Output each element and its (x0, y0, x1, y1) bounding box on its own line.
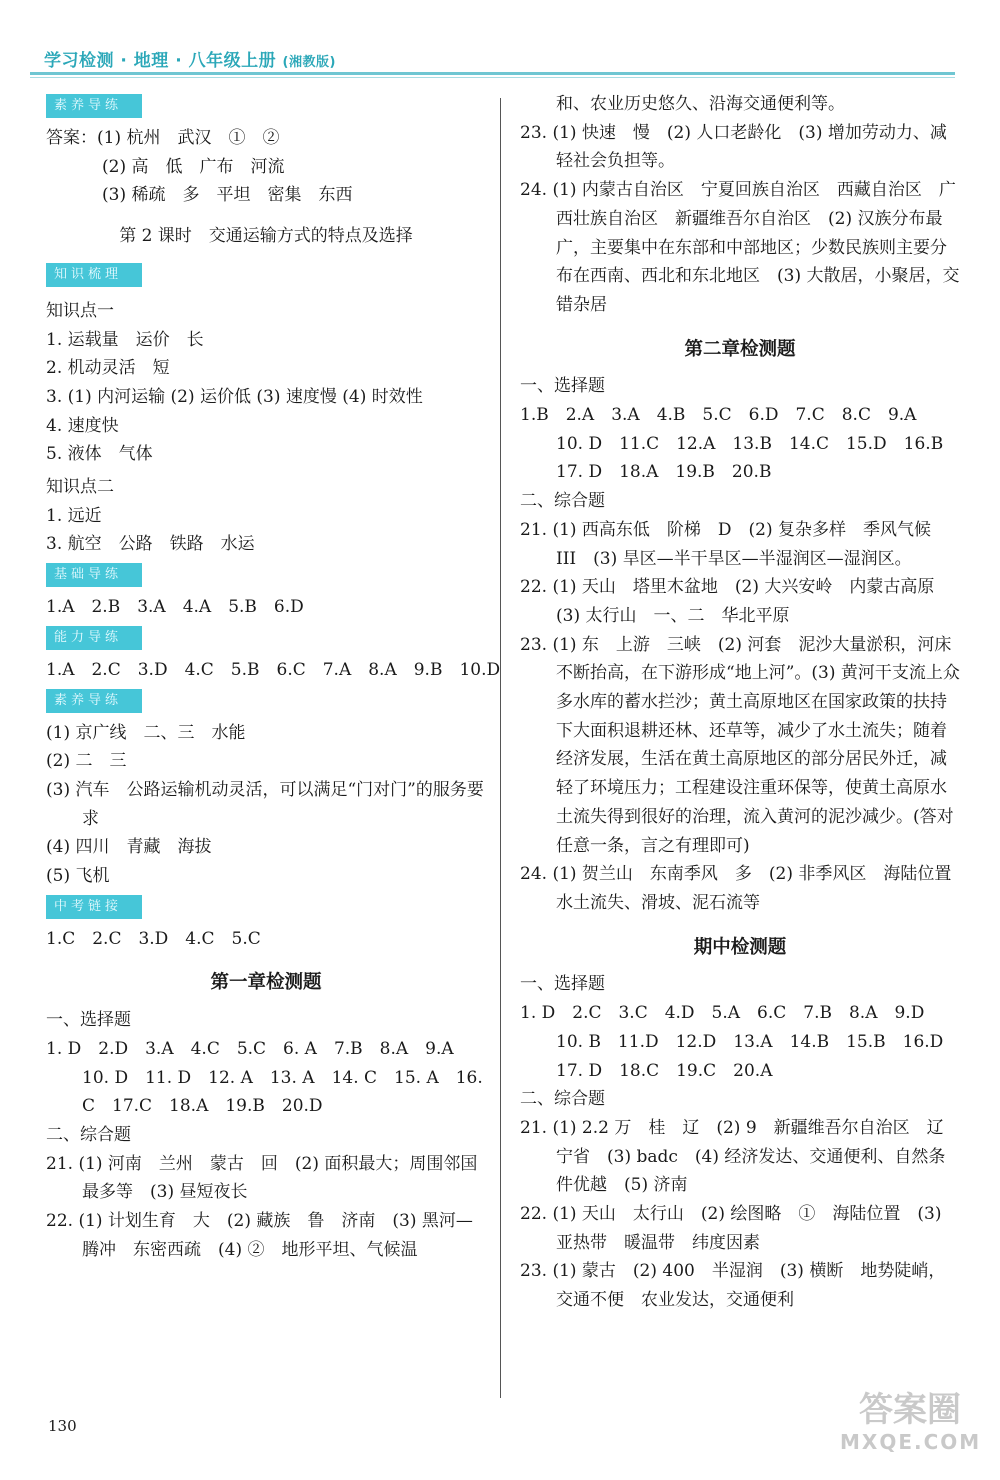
section-tag: 中考链接 (46, 895, 142, 919)
answer-line: 24. (1) 贺兰山 东南季风 多 (2) 非季风区 海陆位置 水土流失、滑坡、泥石流等 (520, 864, 969, 913)
answer-line: 23. (1) 快速 慢 (2) 人口老龄化 (3) 增加劳动力、减轻社会负担等。 (520, 122, 947, 172)
section-tag-row (46, 90, 486, 124)
answer-line: 1.B 2.A 3.A 4.B 5.C 6.D 7.C 8.C 9.A 10. D 11.C 12.A 13.B 14.C 15.D 16.B 17. D 18.A 19.B 20.B (520, 405, 961, 483)
answer-line: 答案：(1) 杭州 武汉 ① ② (46, 128, 280, 148)
book-title: 学习检测 · 地理 · 八年级上册 (湘教版) (44, 51, 336, 71)
section-tag-row (46, 622, 486, 656)
header-rule (30, 72, 955, 75)
section-heading: 一、选择题 (46, 1010, 131, 1031)
section-tag: 素养导练 (46, 94, 142, 118)
page-header (30, 42, 955, 76)
column-divider (500, 98, 501, 1398)
answer-line: 24. (1) 内蒙古自治区 宁夏回族自治区 西藏自治区 广西壮族自治区 新疆维吾尔自治区 (2) 汉族分布最广，主要集中在东部和中部地区；少数民族则主要分布在西南、西北和东北地区 (3) 大散居，小聚居，交错杂居 (520, 180, 960, 315)
answer-line: 22. (1) 天山 太行山 (2) 绘图略 ① 海陆位置 (3) 亚热带 暖温带 纬度因素 (520, 1204, 942, 1253)
section-tag: 知识梳理 (46, 263, 142, 287)
answer-line: (1) 京广线 二、三 水能 (46, 722, 246, 743)
section-tag-row (46, 891, 486, 925)
section-heading: 一、选择题 (520, 974, 605, 995)
section-tag-row (46, 685, 486, 719)
answer-line: 21. (1) 河南 兰州 蒙古 回 (2) 面积最大；周围邻国最多等 (3) 昼短夜长 (46, 1153, 478, 1203)
answer-line: 1. D 2.C 3.C 4.D 5.A 6.C 7.B 8.A 9.D 10. B 11.D 12.D 13.A 14.B 15.B 16.D 17. D 18.C 19.C 20.A (520, 1003, 961, 1081)
answer-line: 1. 运载量 运价 长 (46, 329, 204, 350)
watermark-logo (840, 1390, 980, 1470)
chapter-heading: 期中检测题 (693, 936, 787, 958)
answer-line: 3. 航空 公路 铁路 水运 (46, 534, 255, 555)
right-column (520, 90, 969, 1315)
section-heading: 二、综合题 (520, 1089, 605, 1110)
answer-line: 1. 远近 (46, 505, 102, 526)
knowledge-heading: 知识点二 (46, 477, 114, 498)
chapter-heading: 第一章检测题 (210, 972, 322, 994)
section-tag: 素养导练 (46, 689, 142, 713)
header-rule-thin (30, 77, 955, 78)
answer-line: (2) 二 三 (46, 751, 127, 772)
answer-line: 21. (1) 西高东低 阶梯 D (2) 复杂多样 季风气候 III (3) 旱区—半干旱区—半湿润区—湿润区。 (520, 519, 949, 569)
answer-line: (2) 高 低 广布 河流 (102, 156, 285, 177)
answer-line: 22. (1) 天山 塔里木盆地 (2) 大兴安岭 内蒙古高原 (3) 太行山 一、二 华北平原 (520, 577, 952, 626)
answer-line: 23. (1) 蒙古 (2) 400 半湿润 (3) 横断 地势陡峭，交通不便 农业发达，交通便利 (520, 1261, 946, 1311)
section-heading: 二、综合题 (46, 1124, 131, 1145)
answer-line: 2. 机动灵活 短 (46, 358, 170, 379)
answer-line: 5. 液体 气体 (46, 444, 153, 465)
answer-line: 3. (1) 内河运输 (2) 运价低 (3) 速度慢 (4) 时效性 (46, 386, 423, 407)
section-tag-row (46, 559, 486, 593)
chapter-heading: 第二章检测题 (684, 338, 796, 360)
knowledge-heading: 知识点一 (46, 300, 114, 321)
section-tag-row (46, 259, 486, 293)
watermark-url: MXQE.COM (840, 1430, 982, 1454)
section-tag: 能力导练 (46, 626, 142, 650)
answer-line: 4. 速度快 (46, 415, 119, 436)
answer-line: 1.A 2.C 3.D 4.C 5.B 6.C 7.A 8.A 9.B 10.D (46, 659, 501, 680)
section-heading: 二、综合题 (520, 491, 605, 512)
edition-label: (湘教版) (282, 55, 336, 70)
page-number: 130 (48, 1417, 77, 1435)
watermark-text: 答案圈 (859, 1390, 961, 1430)
left-column (46, 90, 501, 1265)
answer-line: 和、农业历史悠久、沿海交通便利等。 (556, 94, 845, 114)
answer-line: (3) 稀疏 多 平坦 密集 东西 (102, 185, 353, 206)
lesson-heading: 第 2 课时 交通运输方式的特点及选择 (119, 226, 413, 247)
answer-line: (4) 四川 青藏 海拔 (46, 837, 212, 858)
section-heading: 一、选择题 (520, 376, 605, 397)
answer-line: 22. (1) 计划生育 大 (2) 藏族 鲁 济南 (3) 黑河—腾冲 东密西疏 (4) ② 地形平坦、气候温 (46, 1211, 473, 1260)
answer-line: (5) 飞机 (46, 866, 110, 887)
answer-line: 1.C 2.C 3.D 4.C 5.C (46, 928, 261, 949)
answer-line: 1.A 2.B 3.A 4.A 5.B 6.D (46, 597, 304, 618)
answer-line: 21. (1) 2.2 万 桂 辽 (2) 9 新疆维吾尔自治区 辽宁省 (3) badc (4) 经济发达、交通便利、自然条件优越 (5) 济南 (520, 1117, 946, 1196)
answer-line: (3) 汽车 公路运输机动灵活，可以满足“门对门”的服务要求 (46, 779, 484, 829)
answer-line: 1. D 2.D 3.A 4.C 5.C 6. A 7.B 8.A 9.A 10. D 11. D 12. A 13. A 14. C 15. A 16. C 17.C 18.A 19.B 20.D (46, 1038, 483, 1117)
section-tag: 基础导练 (46, 563, 142, 587)
answer-line: 23. (1) 东 上游 三峡 (2) 河套 泥沙大量淤积，河床不断抬高，在下游形成“地上河”。(3) 黄河干支流上众多水库的蓄水拦沙；黄土高原地区在国家政策的扶持下大面积退耕还林、还草等，减少了水土流失；随着经济发展，生活在黄土高原地区的部分居民外迁，减轻了环境压力；工程建设注重环保等，使黄土高原水土流失得到很好的治理，流入黄河的泥沙减少。(答对任意一条，言之有理即可) (520, 634, 960, 856)
